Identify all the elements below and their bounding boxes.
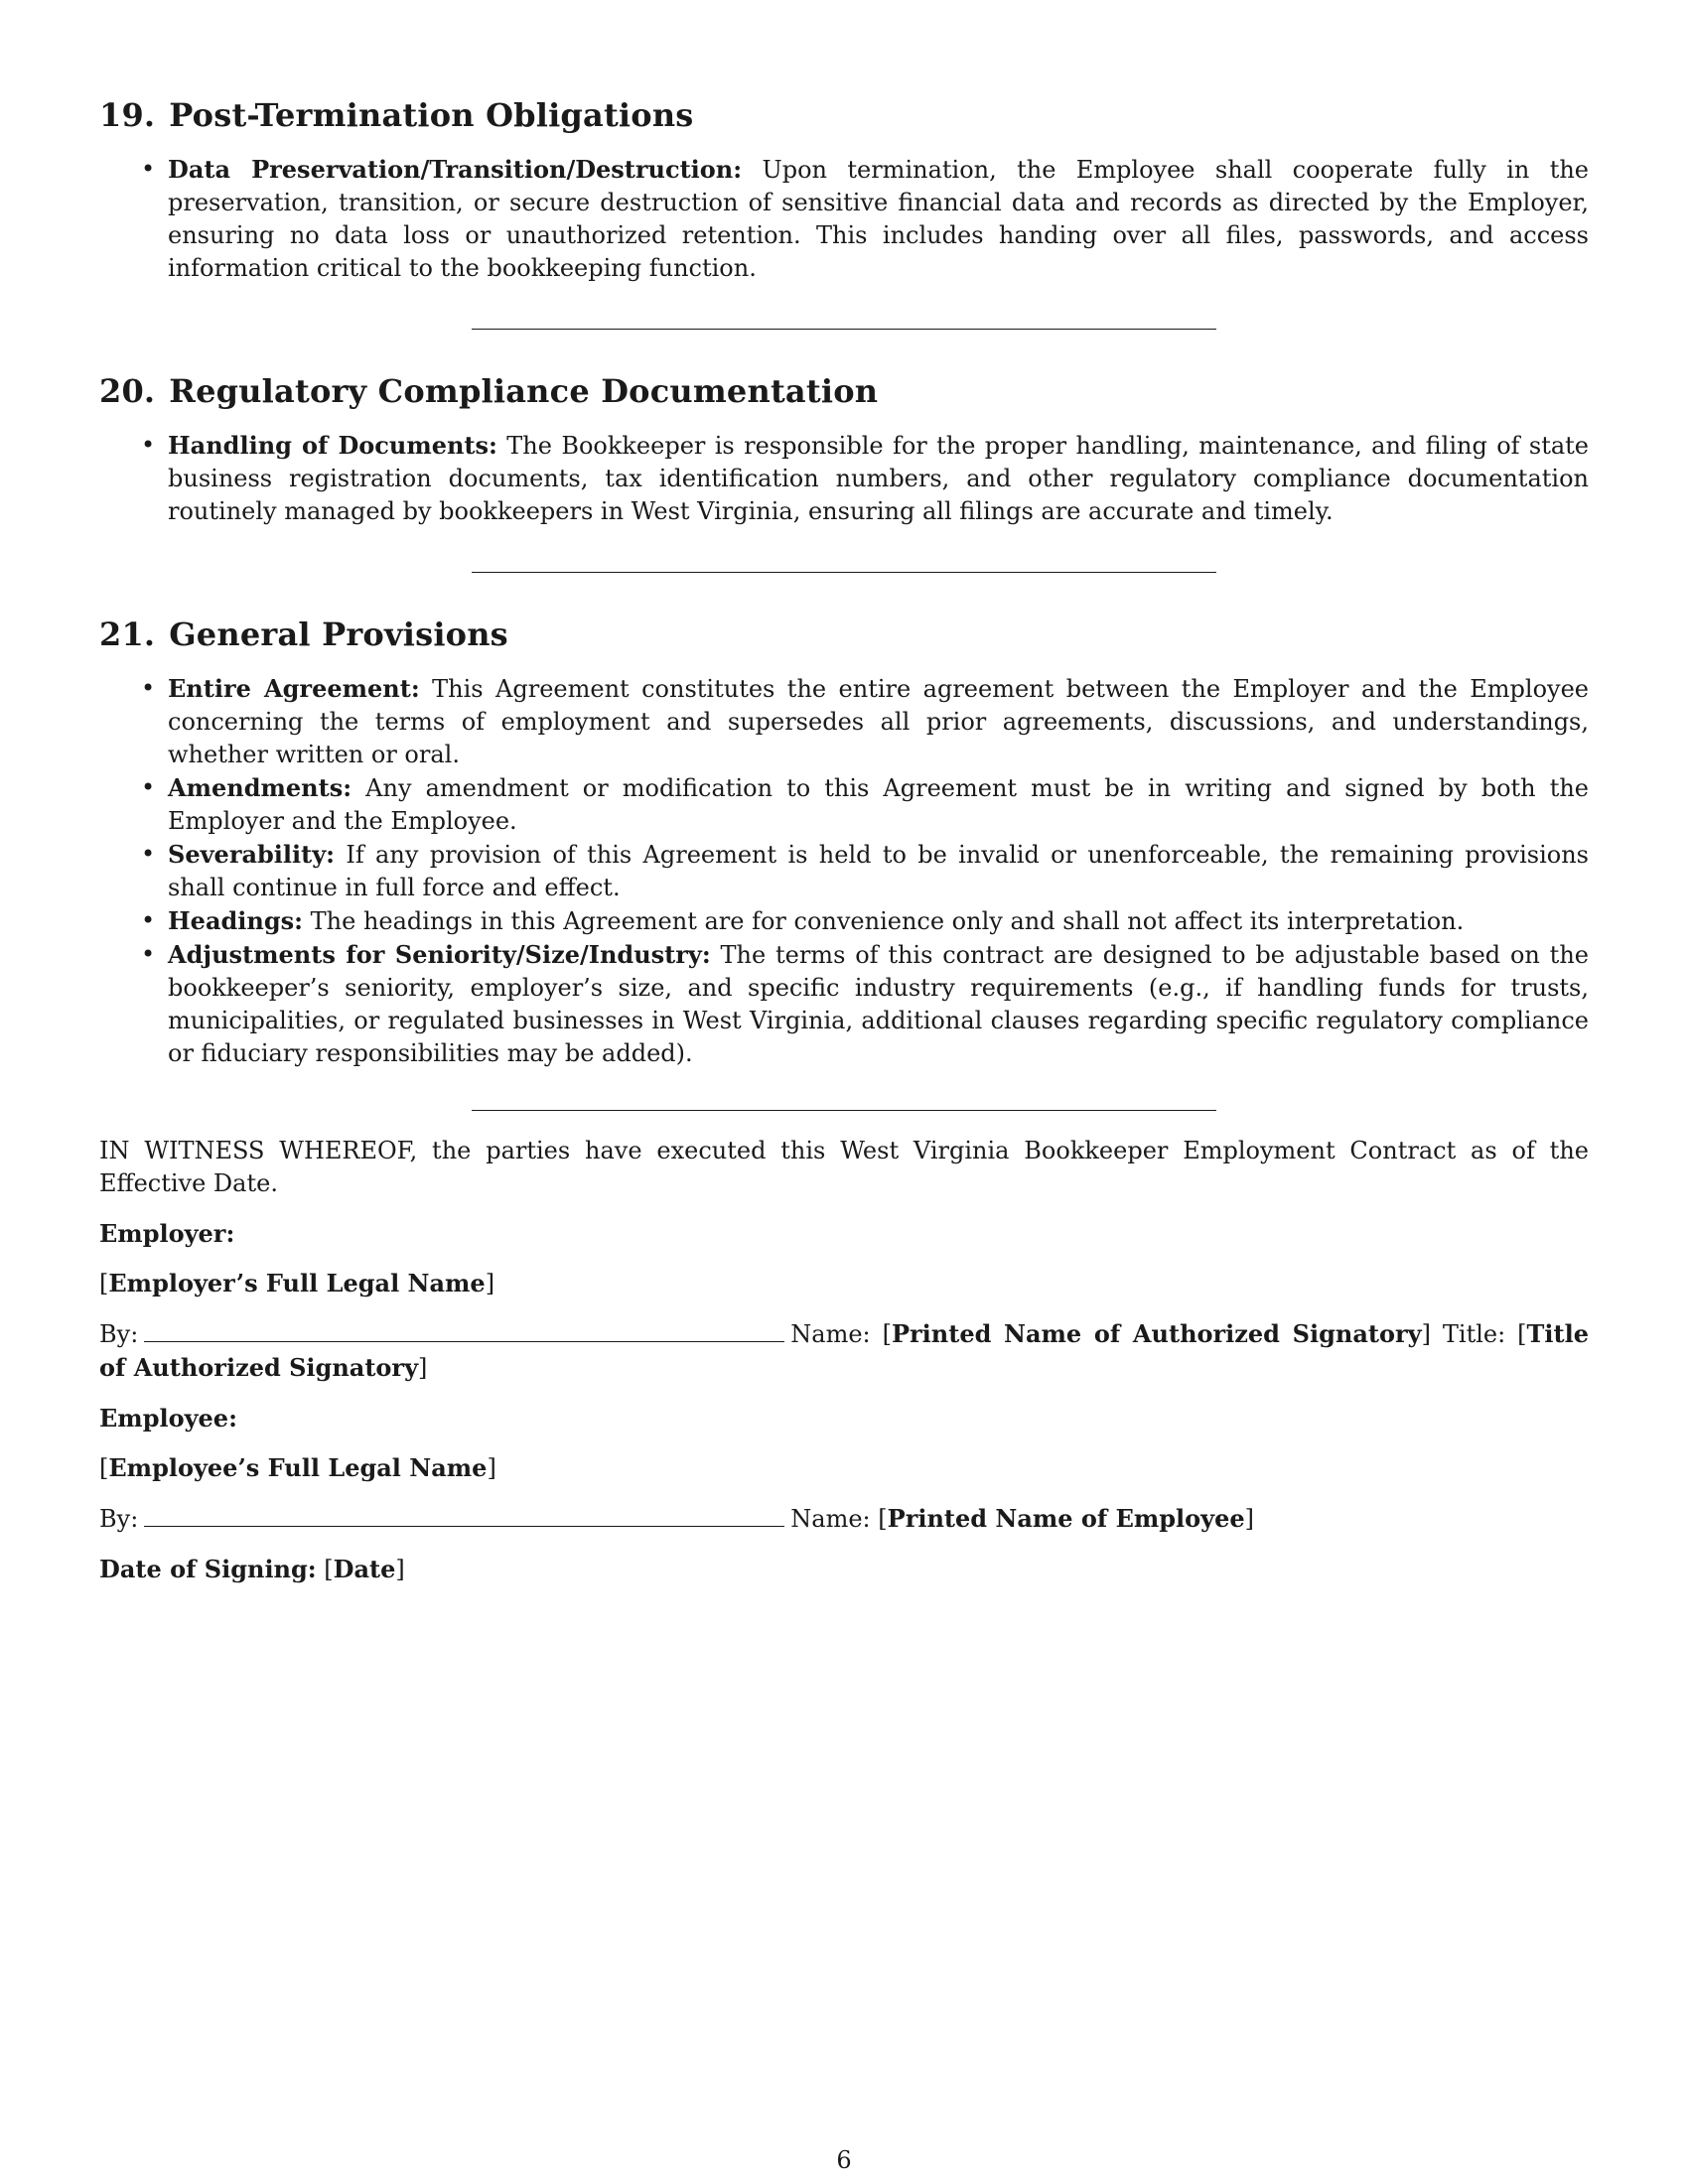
item-text: The terms of this contract are designed to be adjustable based on the bookkeeper’s seniority, employer’s size, and specific industry requirements (e.g., if handling funds for trusts, municipalities, or regulated businesses in West Virginia, additional clauses regarding specific regulatory compliance or fiduciary responsibilities may be added). bbox=[168, 941, 1589, 1067]
section-divider bbox=[472, 329, 1216, 330]
employer-legal-name: [Employer’s Full Legal Name] bbox=[99, 1269, 495, 1297]
date-label: Date of Signing: bbox=[99, 1555, 317, 1583]
by-label: By: bbox=[99, 1320, 139, 1348]
list-item bbox=[99, 672, 1589, 771]
list-item bbox=[99, 904, 1589, 938]
section-19 bbox=[99, 95, 1589, 285]
employer-heading: Employer: bbox=[99, 1219, 235, 1248]
item-text: Any amendment or modification to this Agreement must be in writing and signed by both the Employer and the Employee. bbox=[168, 774, 1589, 835]
section-heading bbox=[99, 614, 1589, 654]
by-label: By: bbox=[99, 1505, 139, 1533]
item-label: Amendments: bbox=[168, 773, 352, 802]
bullet-list bbox=[99, 153, 1589, 285]
employer-signatory-title: Title of Authorized Signatory bbox=[99, 1319, 1589, 1382]
bullet-icon: • bbox=[141, 773, 156, 801]
employee-name-placeholder: Employee’s Full Legal Name bbox=[108, 1453, 488, 1482]
item-label: Headings: bbox=[168, 906, 303, 935]
list-item bbox=[99, 838, 1589, 904]
item-text: If any provision of this Agreement is held to be invalid or unenforceable, the remaining provisions shall continue in full force and effect. bbox=[168, 841, 1589, 901]
list-item bbox=[99, 429, 1589, 528]
employee-signature-field[interactable] bbox=[144, 1504, 784, 1527]
bullet-icon: • bbox=[141, 906, 156, 934]
section-number: 20. bbox=[99, 372, 156, 410]
employer-signature-field[interactable] bbox=[144, 1319, 784, 1342]
employee-legal-name: [Employee’s Full Legal Name] bbox=[99, 1453, 496, 1482]
item-label: Severability: bbox=[168, 840, 336, 869]
item-label: Data Preservation/Transition/Destruction: bbox=[168, 155, 743, 184]
list-item bbox=[99, 938, 1589, 1070]
section-heading bbox=[99, 95, 1589, 135]
section-title: Regulatory Compliance Documentation bbox=[169, 372, 879, 410]
section-21 bbox=[99, 614, 1589, 1070]
bullet-icon: • bbox=[141, 674, 156, 702]
item-text: The headings in this Agreement are for convenience only and shall not affect its interpretation. bbox=[310, 907, 1465, 935]
item-label: Entire Agreement: bbox=[168, 674, 420, 703]
section-divider bbox=[472, 1110, 1216, 1111]
item-label: Adjustments for Seniority/Size/Industry: bbox=[168, 940, 711, 969]
bullet-icon: • bbox=[141, 155, 156, 183]
employee-heading: Employee: bbox=[99, 1404, 237, 1433]
document-page bbox=[99, 95, 1589, 1586]
section-divider bbox=[472, 572, 1216, 573]
section-number: 21. bbox=[99, 615, 156, 653]
date-placeholder: Date bbox=[333, 1555, 396, 1583]
witness-statement: IN WITNESS WHEREOF, the parties have executed this West Virginia Bookkeeper Employment Contract as of the Effective Date. bbox=[99, 1137, 1589, 1197]
section-20 bbox=[99, 371, 1589, 528]
section-title: General Provisions bbox=[169, 615, 508, 653]
employer-signatory-name: Printed Name of Authorized Signatory bbox=[891, 1319, 1422, 1348]
list-item bbox=[99, 771, 1589, 838]
page-number: 6 bbox=[836, 2146, 852, 2174]
name-label: Name: bbox=[790, 1320, 871, 1348]
date-of-signing: Date of Signing: [Date] bbox=[99, 1555, 405, 1583]
item-text: This Agreement constitutes the entire agreement between the Employer and the Employee concerning the terms of employment and supersedes all prior agreements, discussions, and understandings, whether written or oral. bbox=[168, 675, 1590, 768]
section-number: 19. bbox=[99, 96, 156, 134]
item-text: Upon termination, the Employee shall cooperate fully in the preservation, transition, or secure destruction of sensitive financial data and records as directed by the Employer, ensuring no data loss or unauthorized retention. This includes handing over all files, passwords, and access information critical to the bookkeeping function. bbox=[168, 156, 1589, 282]
employer-signature-line: By: Name: [Printed Name of Authorized Signatory] Title: [Title of Authorized Signatory] bbox=[99, 1319, 1589, 1382]
list-item bbox=[99, 153, 1589, 285]
section-heading bbox=[99, 371, 1589, 411]
employee-printed-name: Printed Name of Employee bbox=[887, 1504, 1245, 1533]
bullet-list bbox=[99, 429, 1589, 528]
name-label: Name: bbox=[790, 1505, 871, 1533]
bullet-icon: • bbox=[141, 431, 156, 459]
item-label: Handling of Documents: bbox=[168, 431, 497, 460]
bullet-icon: • bbox=[141, 940, 156, 968]
signature-block bbox=[99, 1135, 1589, 1586]
employee-signature-line: By: Name: [Printed Name of Employee] bbox=[99, 1504, 1255, 1533]
section-title: Post-Termination Obligations bbox=[169, 96, 694, 134]
bullet-list bbox=[99, 672, 1589, 1070]
bullet-icon: • bbox=[141, 840, 156, 868]
employer-name-placeholder: Employer’s Full Legal Name bbox=[108, 1269, 486, 1297]
title-label: Title: bbox=[1442, 1320, 1506, 1348]
item-text: The Bookkeeper is responsible for the proper handling, maintenance, and filing of state business registration documents, tax identification numbers, and other regulatory compliance documentation routinely managed by bookkeepers in West Virginia, ensuring all filings are accurate and timely. bbox=[168, 432, 1590, 525]
